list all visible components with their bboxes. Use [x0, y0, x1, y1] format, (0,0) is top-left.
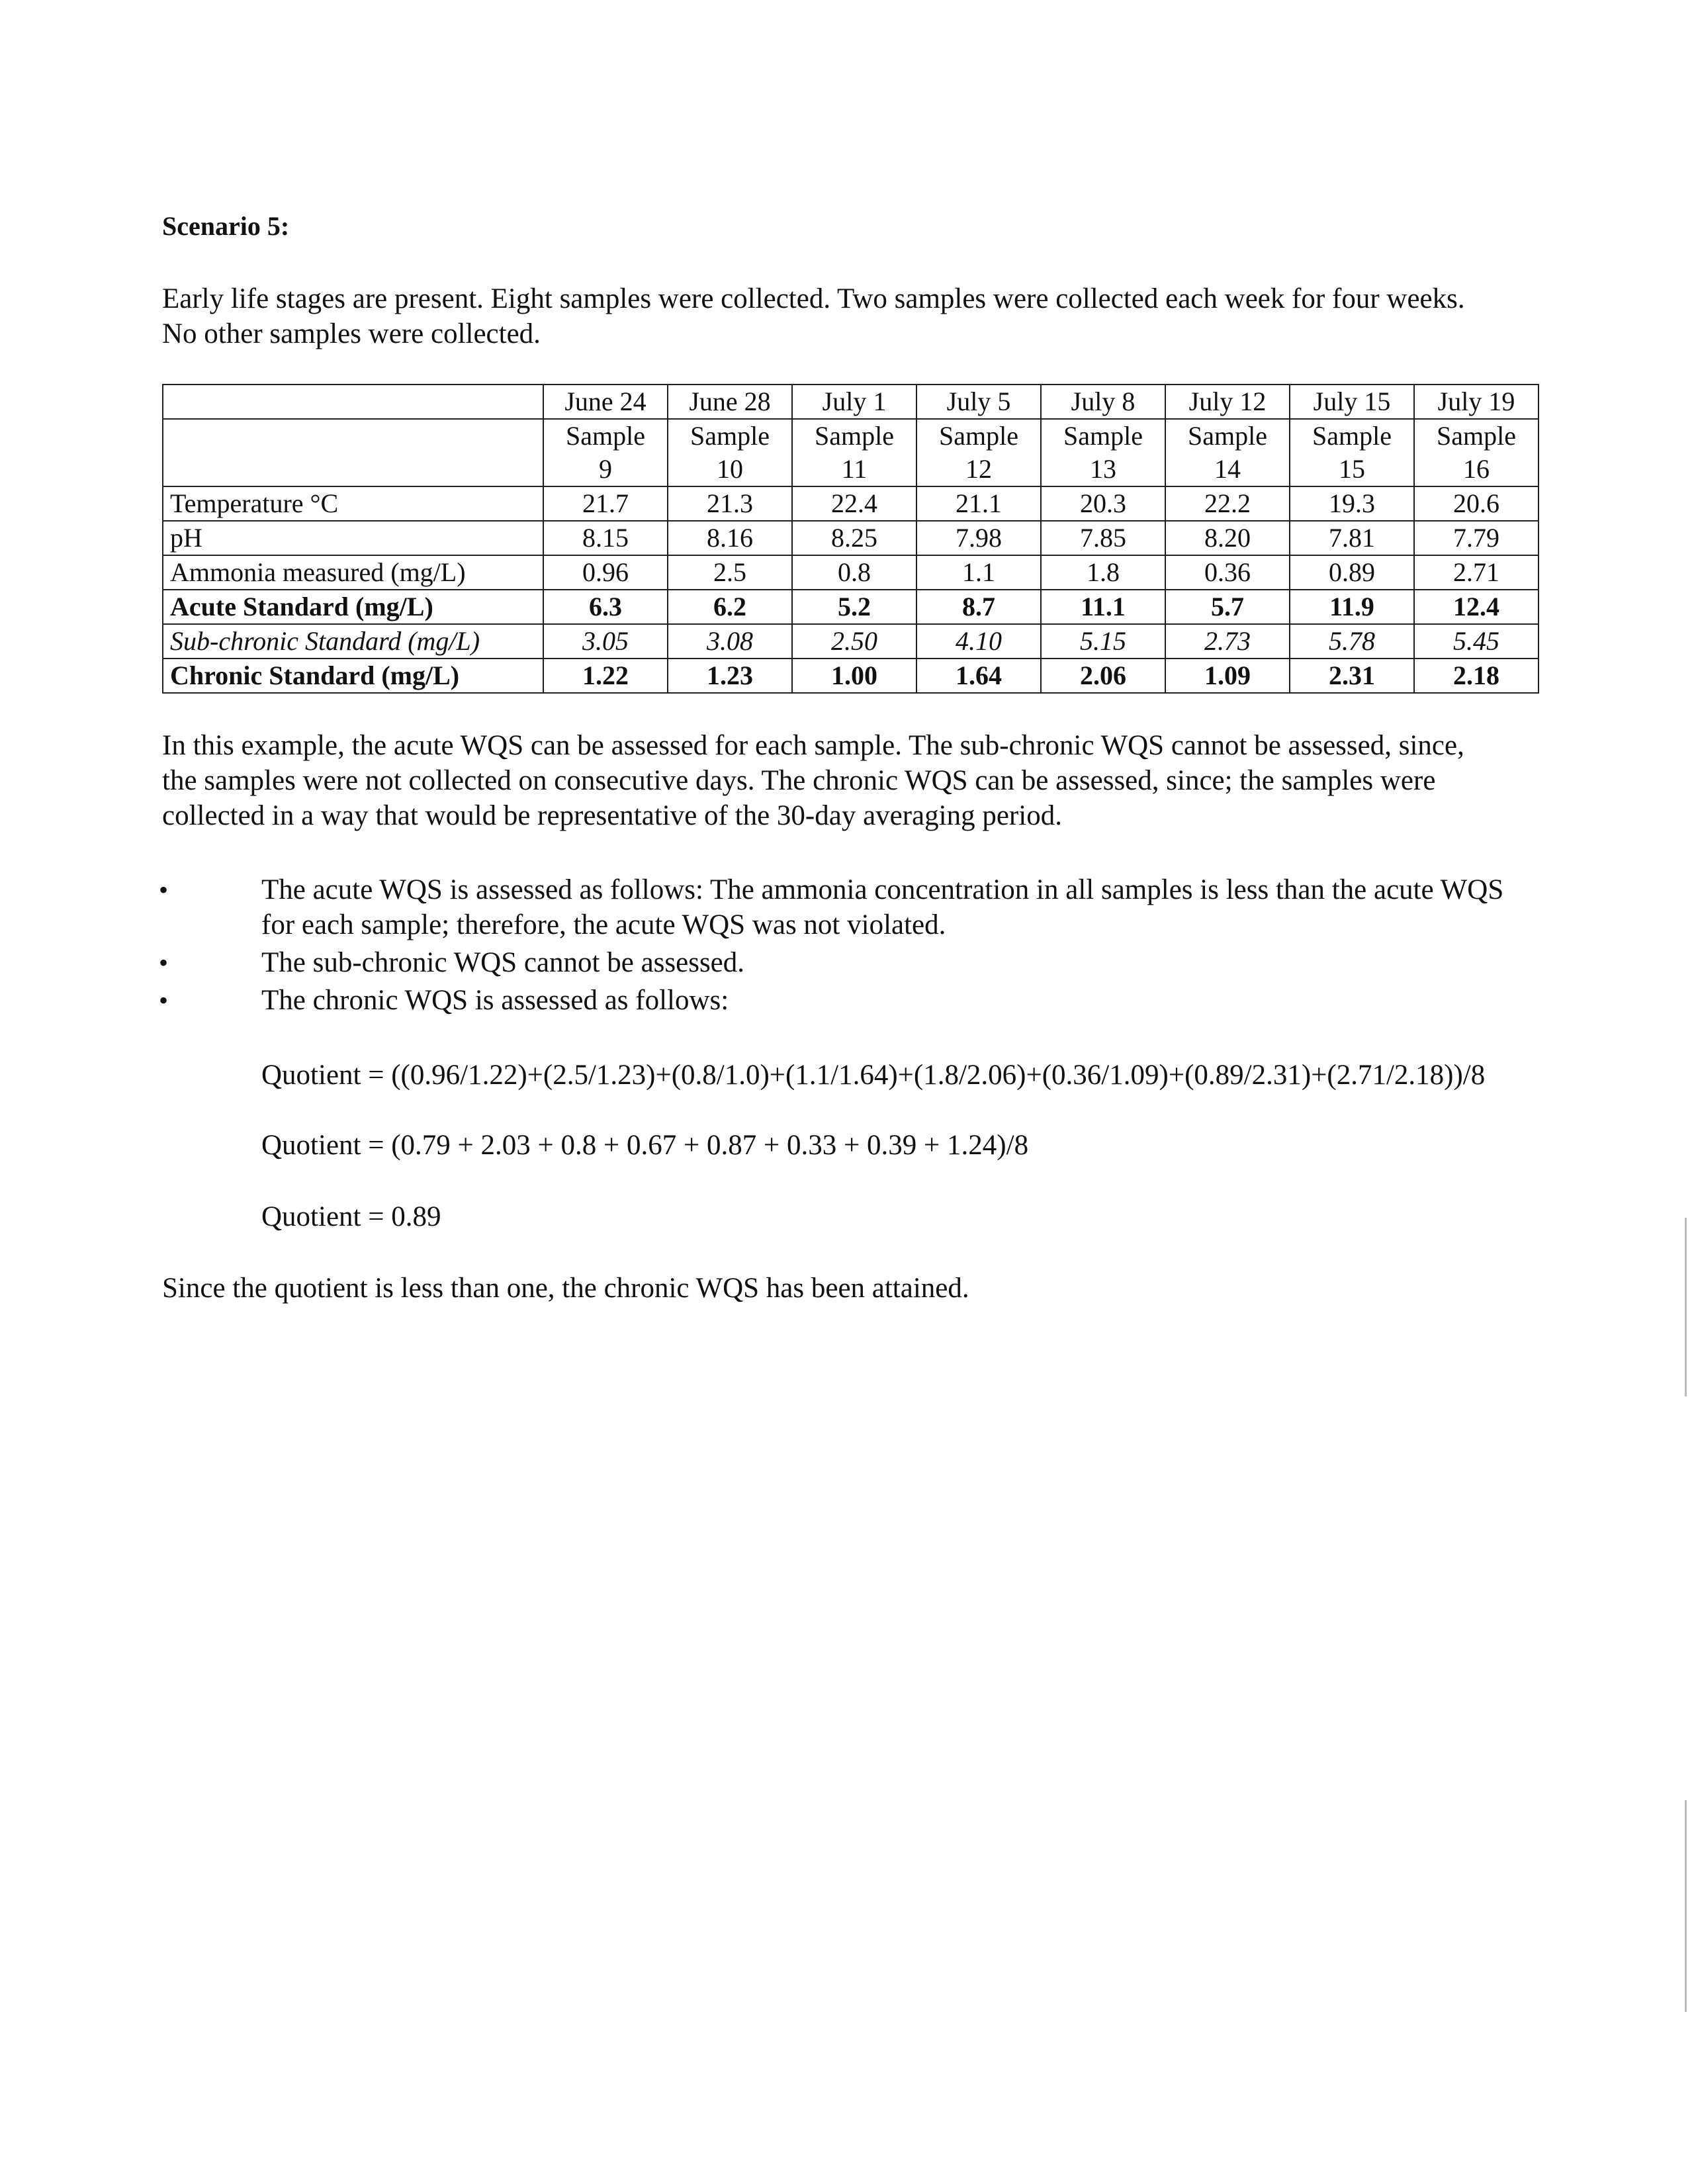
- table-row-chronic: [163, 659, 1538, 693]
- row-label: Acute Standard (mg/L): [163, 590, 543, 624]
- table-cell: 3.05: [543, 624, 668, 659]
- bullet-text: The sub-chronic WQS cannot be assessed.: [261, 947, 745, 978]
- sample-number: 13: [1090, 454, 1116, 484]
- table-cell-sample: [1041, 419, 1165, 486]
- table-cell: 2.18: [1414, 659, 1538, 693]
- table-cell: 7.81: [1290, 521, 1414, 555]
- table-row-samples: [163, 419, 1538, 486]
- row-label: Chronic Standard (mg/L): [163, 659, 543, 693]
- paragraph-line-3: collected in a way that would be representative of the 30-day averaging period.: [162, 800, 1062, 831]
- paragraph-line-1: In this example, the acute WQS can be assessed for each sample. The sub-chronic WQS cannot be assessed, since,: [162, 730, 1464, 761]
- table-cell: 8.25: [792, 521, 916, 555]
- sample-number: 14: [1214, 454, 1241, 484]
- table-cell: 1.23: [668, 659, 792, 693]
- table-cell: 1.22: [543, 659, 668, 693]
- quotient-result: Quotient = 0.89: [261, 1201, 441, 1232]
- table-cell: 22.4: [792, 486, 916, 521]
- table-cell: 12.4: [1414, 590, 1538, 624]
- table-cell: 2.73: [1165, 624, 1290, 659]
- table-cell-empty: [163, 385, 543, 419]
- table-cell: 8.20: [1165, 521, 1290, 555]
- table-cell: 5.7: [1165, 590, 1290, 624]
- table-cell: 19.3: [1290, 486, 1414, 521]
- sample-number: 10: [717, 454, 743, 484]
- sample-number: 11: [841, 454, 868, 484]
- table-cell: 21.3: [668, 486, 792, 521]
- sample-word: Sample: [566, 421, 645, 451]
- table-cell: 21.1: [916, 486, 1041, 521]
- bullet-marker: •: [159, 875, 169, 905]
- table-cell-empty: [163, 419, 543, 486]
- table-cell: 7.79: [1414, 521, 1538, 555]
- table-cell: 5.2: [792, 590, 916, 624]
- quotient-sum: Quotient = (0.79 + 2.03 + 0.8 + 0.67 + 0.87 + 0.33 + 0.39 + 1.24)/8: [261, 1130, 1029, 1161]
- quotient-formula: Quotient = ((0.96/1.22)+(2.5/1.23)+(0.8/1.0)+(1.1/1.64)+(1.8/2.06)+(0.36/1.09)+(0.89/2.31)+(2.71/2.18))/8: [261, 1060, 1486, 1091]
- table-row-ammonia: [163, 555, 1538, 590]
- sample-word: Sample: [690, 421, 770, 451]
- table-cell: 6.2: [668, 590, 792, 624]
- intro-paragraph: [162, 281, 1538, 351]
- list-item: [159, 945, 1548, 980]
- table-cell: 11.1: [1041, 590, 1165, 624]
- table-cell-sample: [1290, 419, 1414, 486]
- row-label: Temperature °C: [163, 486, 543, 521]
- intro-line-1: Early life stages are present. Eight samples were collected. Two samples were collected each week for four weeks.: [162, 283, 1465, 314]
- table-cell-date: June 28: [668, 385, 792, 419]
- row-label: Sub-chronic Standard (mg/L): [163, 624, 543, 659]
- table-cell: 6.3: [543, 590, 668, 624]
- table-cell-date: July 15: [1290, 385, 1414, 419]
- table-cell: 0.8: [792, 555, 916, 590]
- sample-table: [162, 384, 1539, 694]
- table-cell: 22.2: [1165, 486, 1290, 521]
- row-label: Ammonia measured (mg/L): [163, 555, 543, 590]
- table-cell-sample: [543, 419, 668, 486]
- table-cell-date: July 8: [1041, 385, 1165, 419]
- table-cell: 5.45: [1414, 624, 1538, 659]
- table-row-subchronic: [163, 624, 1538, 659]
- bullet-text: The acute WQS is assessed as follows: The ammonia concentration in all samples is less than the acute WQS: [261, 874, 1504, 905]
- table-cell: 5.15: [1041, 624, 1165, 659]
- table-cell: 20.6: [1414, 486, 1538, 521]
- table-cell: 2.71: [1414, 555, 1538, 590]
- row-label: pH: [163, 521, 543, 555]
- conclusion-text: Since the quotient is less than one, the chronic WQS has been attained.: [162, 1273, 969, 1304]
- intro-line-2: No other samples were collected.: [162, 318, 541, 349]
- sample-number: 12: [965, 454, 992, 484]
- table-cell-date: July 1: [792, 385, 916, 419]
- table-cell: 8.16: [668, 521, 792, 555]
- table-cell: 1.1: [916, 555, 1041, 590]
- table-row-acute: [163, 590, 1538, 624]
- bullet-text: The chronic WQS is assessed as follows:: [261, 985, 729, 1016]
- sample-table-wrapper: [162, 384, 1539, 694]
- table-row-temperature: [163, 486, 1538, 521]
- list-item: [159, 983, 1548, 1018]
- sample-word: Sample: [1063, 421, 1143, 451]
- table-cell: 8.7: [916, 590, 1041, 624]
- sample-word: Sample: [1312, 421, 1392, 451]
- table-cell: 5.78: [1290, 624, 1414, 659]
- bullet-text: for each sample; therefore, the acute WQS was not violated.: [261, 909, 946, 940]
- table-cell: 20.3: [1041, 486, 1165, 521]
- scenario-heading: Scenario 5:: [162, 211, 290, 241]
- table-cell: 0.36: [1165, 555, 1290, 590]
- table-cell: 2.5: [668, 555, 792, 590]
- table-cell: 21.7: [543, 486, 668, 521]
- table-cell: 1.64: [916, 659, 1041, 693]
- table-cell: 7.98: [916, 521, 1041, 555]
- table-cell-sample: [916, 419, 1041, 486]
- table-cell: 4.10: [916, 624, 1041, 659]
- table-cell: 8.15: [543, 521, 668, 555]
- table-cell: 2.31: [1290, 659, 1414, 693]
- sample-word: Sample: [815, 421, 894, 451]
- table-cell: 7.85: [1041, 521, 1165, 555]
- assessment-paragraph: [162, 728, 1545, 833]
- table-cell: 0.89: [1290, 555, 1414, 590]
- table-cell: 0.96: [543, 555, 668, 590]
- scan-artifact: [1685, 1800, 1687, 2012]
- table-row-dates: [163, 385, 1538, 419]
- sample-number: 15: [1339, 454, 1365, 484]
- sample-number: 16: [1463, 454, 1490, 484]
- table-cell: 11.9: [1290, 590, 1414, 624]
- bullet-marker: •: [159, 948, 169, 978]
- table-cell-sample: [792, 419, 916, 486]
- table-cell-sample: [1165, 419, 1290, 486]
- table-cell: 2.06: [1041, 659, 1165, 693]
- sample-word: Sample: [1188, 421, 1267, 451]
- table-cell: 1.8: [1041, 555, 1165, 590]
- scan-artifact: [1685, 1218, 1687, 1396]
- table-cell-date: July 19: [1414, 385, 1538, 419]
- list-item: [159, 872, 1548, 942]
- table-cell-sample: [1414, 419, 1538, 486]
- table-cell: 1.09: [1165, 659, 1290, 693]
- table-cell-sample: [668, 419, 792, 486]
- sample-word: Sample: [939, 421, 1018, 451]
- table-cell: 3.08: [668, 624, 792, 659]
- paragraph-line-2: the samples were not collected on consecutive days. The chronic WQS can be assessed, since; the samples were: [162, 765, 1436, 796]
- table-row-ph: [163, 521, 1538, 555]
- bullet-marker: •: [159, 985, 169, 1015]
- table-cell: 1.00: [792, 659, 916, 693]
- table-cell: 2.50: [792, 624, 916, 659]
- table-cell-date: July 5: [916, 385, 1041, 419]
- sample-word: Sample: [1437, 421, 1516, 451]
- table-cell-date: June 24: [543, 385, 668, 419]
- table-cell-date: July 12: [1165, 385, 1290, 419]
- bullet-list: [159, 872, 1548, 1021]
- sample-number: 9: [599, 454, 612, 484]
